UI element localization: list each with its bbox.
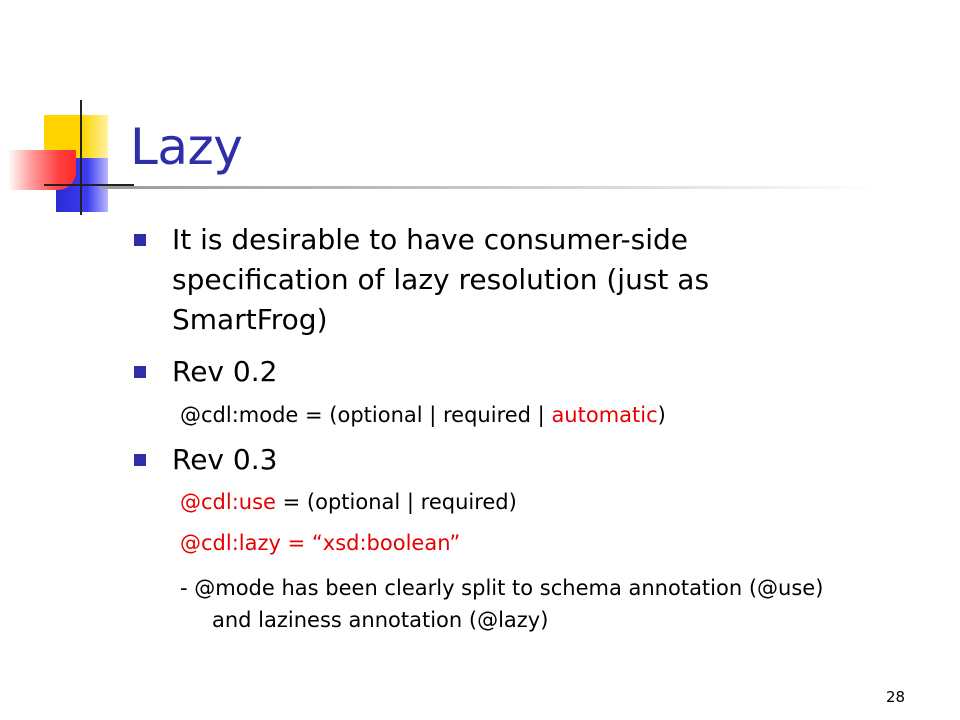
rev03-use-rest: = (optional | required) — [275, 490, 517, 514]
vertical-line-shape — [80, 100, 82, 215]
bullet-square-icon — [134, 454, 146, 466]
rev02-prefix: @cdl:mode = (optional | required | — [180, 403, 552, 427]
rev03-split-note — [180, 572, 840, 636]
slide-title: Lazy — [130, 118, 243, 176]
rev03-use-highlight: @cdl:use — [180, 490, 276, 514]
bullet-text: Rev 0.3 — [172, 443, 278, 476]
rev03-use-line — [180, 488, 517, 516]
rev03-split-note-text: - @mode has been clearly split to schema annotation (@use) and laziness annotation (@lazy) — [180, 576, 824, 632]
bullet-square-icon — [134, 234, 146, 246]
bullet-text: It is desirable to have consumer-side specification of lazy resolution (just as SmartFrog) — [172, 223, 710, 336]
corner-logo-decoration — [0, 0, 140, 230]
rev02-automatic-highlight: automatic — [551, 403, 658, 427]
title-underline — [100, 186, 880, 189]
rev03-lazy-line: @cdl:lazy = “xsd:boolean” — [180, 531, 461, 555]
page-number: 28 — [886, 688, 906, 706]
rev02-mode-line — [180, 401, 666, 429]
bullet-text: Rev 0.2 — [172, 355, 278, 388]
bullet-square-icon — [134, 366, 146, 378]
rev02-suffix: ) — [657, 403, 666, 427]
